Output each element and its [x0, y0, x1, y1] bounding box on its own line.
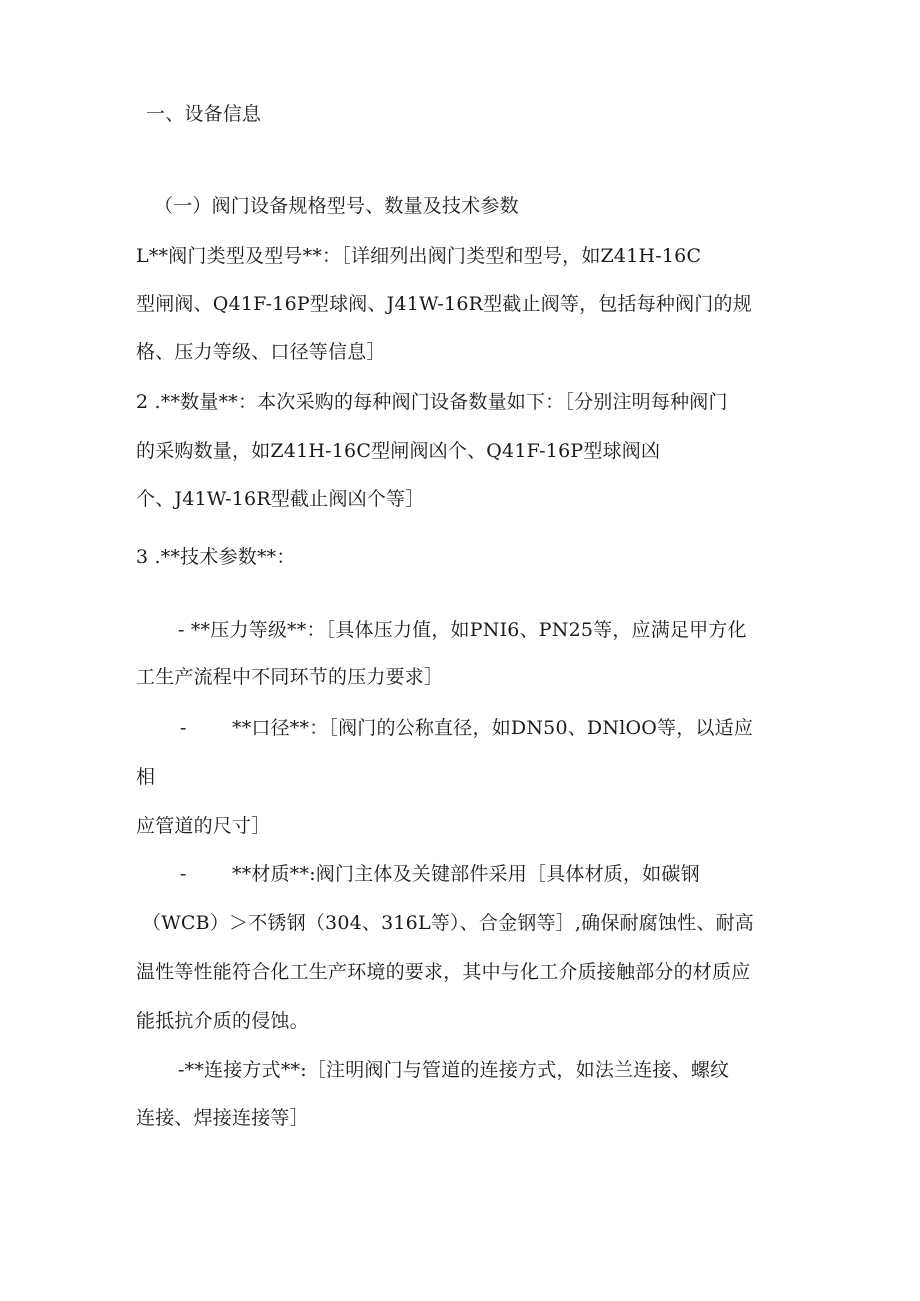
section-heading: 一、设备信息: [146, 103, 262, 125]
item-2-line-3: 个、J41W-16R型截止阀凶个等］: [136, 488, 425, 510]
diameter-dash: -: [180, 717, 187, 739]
connection-line-1: -**连接方式**:［注明阀门与管道的连接方式，如法兰连接、螺纹: [178, 1059, 730, 1081]
material-dash: -: [180, 863, 187, 885]
item-1-line-1: L**阀门类型及型号**：［详细列出阀门类型和型号，如Z41H-16C: [136, 245, 702, 267]
item-1-line-2: 型闸阀、Q41F-16P型球阀、J41W-16R型截止阀等，包括每种阀门的规: [136, 293, 752, 315]
item-2-line-2: 的采购数量，如Z41H-16C型闸阀凶个、Q41F-16P型球阀凶: [136, 440, 661, 462]
material-line-4: 能抵抗介质的侵蚀。: [136, 1010, 309, 1032]
diameter-line-2: 相: [136, 766, 156, 788]
item-1-line-3: 格、压力等级、口径等信息］: [136, 341, 386, 363]
item-2-line-1: 2 .**数量**：本次采购的每种阀门设备数量如下：［分别注明每种阀门: [136, 391, 728, 413]
material-line-1: **材质**:阀门主体及关键部件采用［具体材质，如碳钢: [232, 863, 700, 885]
diameter-line-1: **口径**：［阀门的公称直径，如DN50、DNlOO等，以适应: [232, 717, 754, 739]
connection-line-2: 连接、焊接连接等］: [136, 1107, 309, 1129]
subsection-heading: （一）阀门设备规格型号、数量及技术参数: [154, 195, 519, 217]
material-line-2: （WCB）＞不锈钢（304、316L等）、合金钢等］,确保耐腐蚀性、耐高: [142, 912, 754, 934]
item-3-line-1: 3 .**技术参数**：: [136, 546, 296, 568]
diameter-line-3: 应管道的尺寸］: [136, 815, 271, 837]
pressure-line-1: - **压力等级**：［具体压力值，如PNI6、PN25等，应满足甲方化: [178, 619, 747, 641]
material-line-3: 温性等性能符合化工生产环境的要求，其中与化工介质接触部分的材质应: [136, 961, 751, 983]
pressure-line-2: 工生产流程中不同环节的压力要求］: [136, 666, 444, 688]
